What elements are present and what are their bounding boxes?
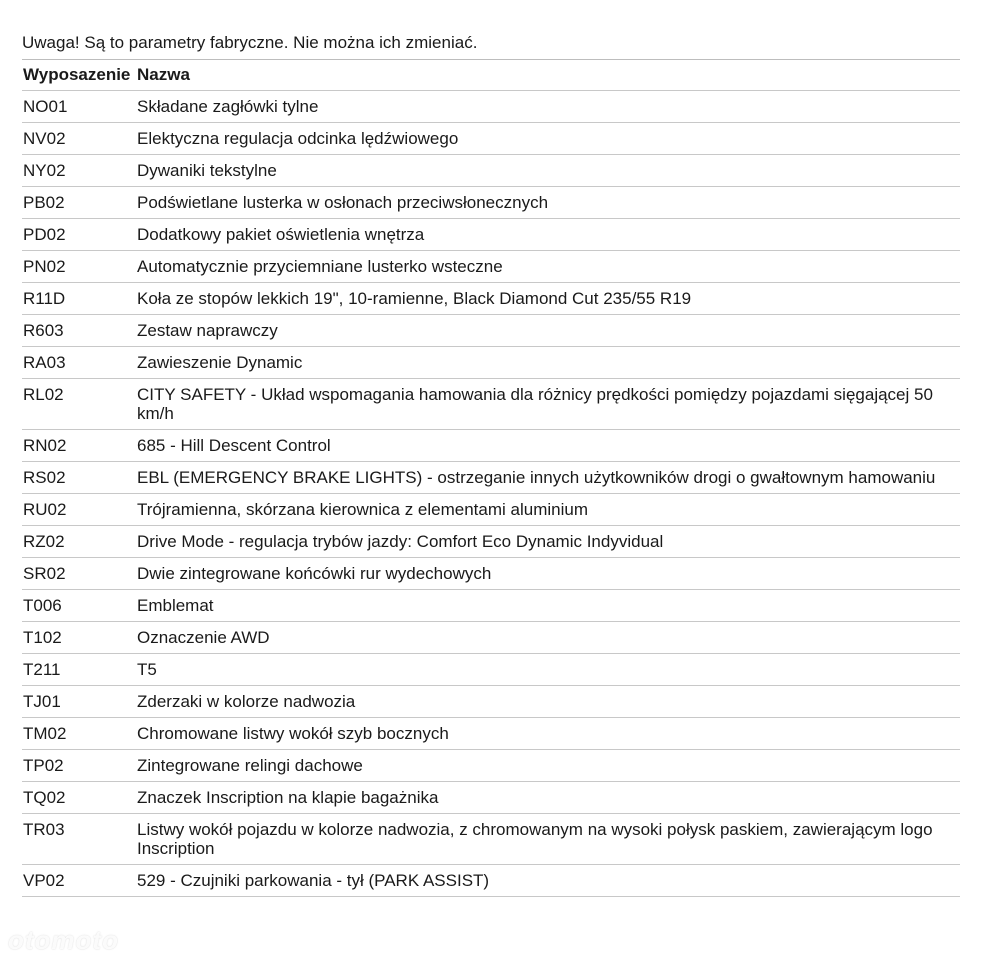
table-row	[22, 315, 960, 347]
equipment-name: Trójramienna, skórzana kierownica z elementami aluminium	[137, 500, 588, 519]
equipment-table	[22, 59, 960, 897]
table-row	[22, 814, 960, 865]
header-code: Wyposazenie	[23, 65, 131, 84]
equipment-name: 529 - Czujniki parkowania - tył (PARK ASSIST)	[137, 871, 490, 890]
table-header-row	[22, 60, 960, 91]
table-row	[22, 379, 960, 430]
table-row	[22, 462, 960, 494]
table-row	[22, 91, 960, 123]
equipment-code: R11D	[23, 289, 66, 308]
equipment-code: RL02	[23, 385, 64, 404]
equipment-code: SR02	[23, 564, 66, 583]
equipment-name: 685 - Hill Descent Control	[137, 436, 331, 455]
equipment-code: PB02	[23, 193, 65, 212]
table-row	[22, 782, 960, 814]
equipment-name: CITY SAFETY - Układ wspomagania hamowania dla różnicy prędkości pomiędzy pojazdami sięgającej 50 km/h	[137, 385, 933, 423]
table-row	[22, 494, 960, 526]
header-name: Nazwa	[137, 65, 190, 84]
table-row	[22, 718, 960, 750]
equipment-code: RA03	[23, 353, 66, 372]
table-row	[22, 187, 960, 219]
equipment-code: RN02	[23, 436, 67, 455]
equipment-code: TJ01	[23, 692, 61, 711]
equipment-name: Drive Mode - regulacja trybów jazdy: Comfort Eco Dynamic Indyvidual	[137, 532, 664, 551]
equipment-name: Oznaczenie AWD	[137, 628, 270, 647]
equipment-code: TQ02	[23, 788, 66, 807]
equipment-name: Dodatkowy pakiet oświetlenia wnętrza	[137, 225, 425, 244]
equipment-name: Chromowane listwy wokół szyb bocznych	[137, 724, 449, 743]
equipment-code: RS02	[23, 468, 66, 487]
equipment-code: VP02	[23, 871, 65, 890]
equipment-code: T102	[23, 628, 62, 647]
table-row	[22, 123, 960, 155]
table-body	[22, 91, 960, 897]
notice-text: Uwaga! Są to parametry fabryczne. Nie można ich zmieniać.	[22, 33, 478, 52]
equipment-name: Dywaniki tekstylne	[137, 161, 277, 180]
equipment-name: Zawieszenie Dynamic	[137, 353, 303, 372]
equipment-code: T006	[23, 596, 62, 615]
table-row	[22, 590, 960, 622]
equipment-code: T211	[23, 660, 61, 679]
table-row	[22, 155, 960, 187]
equipment-name: Zderzaki w kolorze nadwozia	[137, 692, 356, 711]
table-row	[22, 283, 960, 315]
equipment-name: EBL (EMERGENCY BRAKE LIGHTS) - ostrzeganie innych użytkowników drogi o gwałtownym hamowaniu	[137, 468, 936, 487]
table-row	[22, 686, 960, 718]
equipment-name: Automatycznie przyciemniane lusterko wsteczne	[137, 257, 503, 276]
equipment-code: R603	[23, 321, 64, 340]
equipment-name: Listwy wokół pojazdu w kolorze nadwozia, z chromowanym na wysoki połysk paskiem, zawierającym logo Inscription	[137, 820, 933, 858]
table-row	[22, 865, 960, 897]
equipment-name: Dwie zintegrowane końcówki rur wydechowych	[137, 564, 492, 583]
table-row	[22, 526, 960, 558]
table-row	[22, 622, 960, 654]
equipment-code: TM02	[23, 724, 67, 743]
equipment-code: TP02	[23, 756, 64, 775]
equipment-code: RZ02	[23, 532, 65, 551]
equipment-name: Zintegrowane relingi dachowe	[137, 756, 363, 775]
equipment-name: Emblemat	[137, 596, 214, 615]
watermark-logo: otomoto	[8, 925, 119, 955]
equipment-code: PD02	[23, 225, 66, 244]
equipment-name: Podświetlane lusterka w osłonach przeciwsłonecznych	[137, 193, 549, 212]
table-row	[22, 219, 960, 251]
equipment-name: Elektyczna regulacja odcinka lędźwiowego	[137, 129, 459, 148]
equipment-name: Zestaw naprawczy	[137, 321, 278, 340]
equipment-name: Koła ze stopów lekkich 19", 10-ramienne, Black Diamond Cut 235/55 R19	[137, 289, 692, 308]
table-row	[22, 558, 960, 590]
equipment-code: RU02	[23, 500, 67, 519]
equipment-code: NV02	[23, 129, 66, 148]
table-row	[22, 430, 960, 462]
equipment-name: Znaczek Inscription na klapie bagażnika	[137, 788, 439, 807]
table-row	[22, 251, 960, 283]
equipment-code: PN02	[23, 257, 66, 276]
equipment-name: Składane zagłówki tylne	[137, 97, 319, 116]
equipment-code: TR03	[23, 820, 65, 839]
equipment-name: T5	[137, 660, 157, 679]
table-row	[22, 347, 960, 379]
table-row	[22, 654, 960, 686]
equipment-code: NY02	[23, 161, 66, 180]
table-row	[22, 750, 960, 782]
equipment-code: NO01	[23, 97, 68, 116]
